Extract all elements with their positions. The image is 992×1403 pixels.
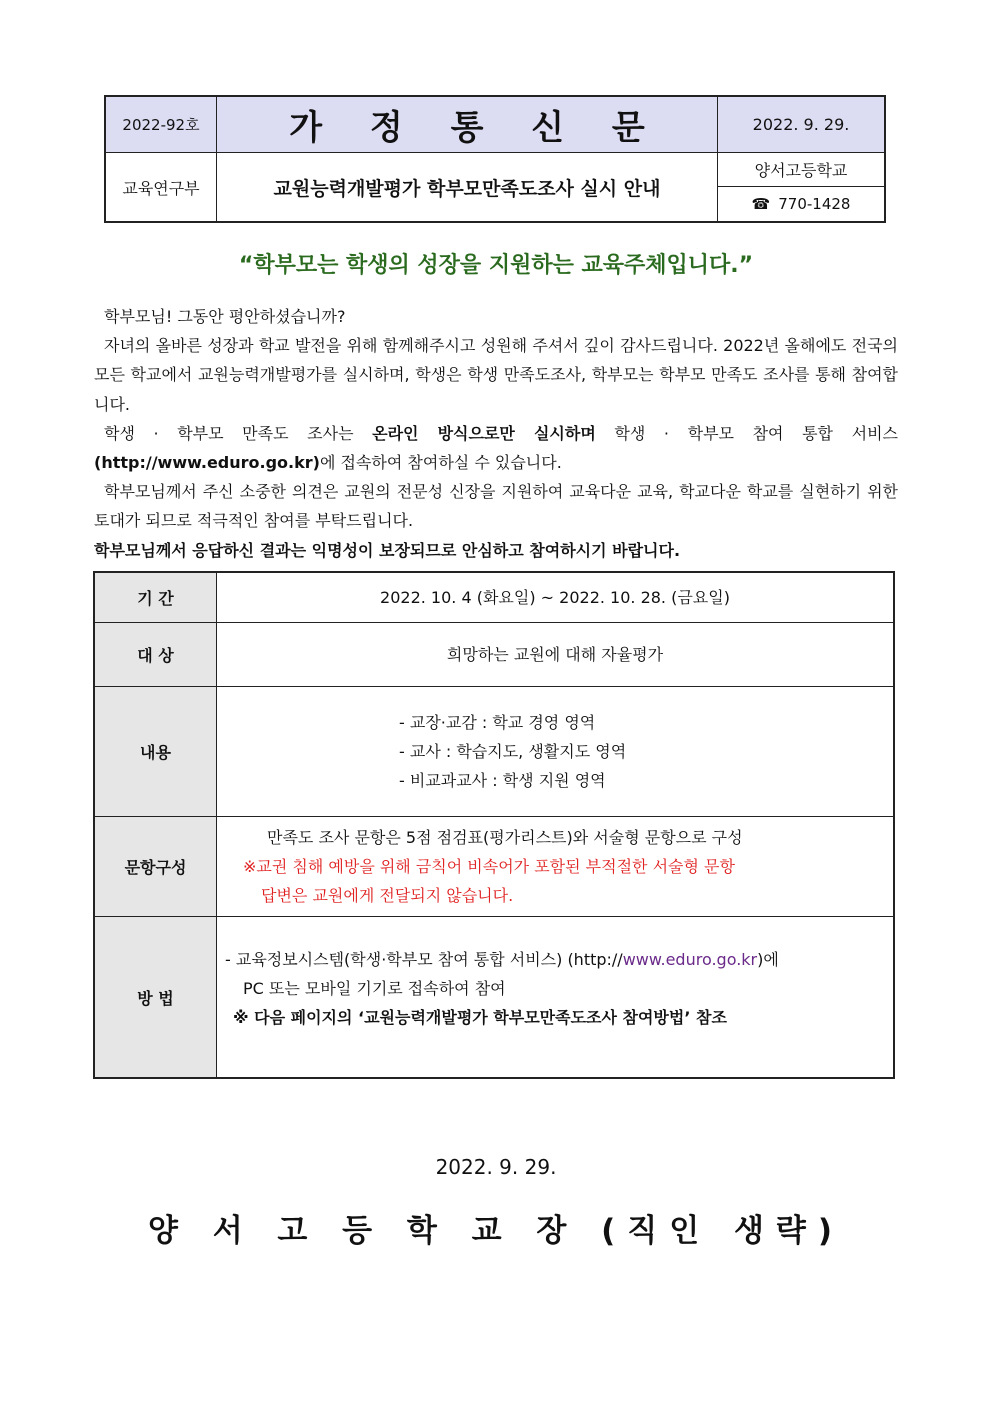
period-value: 2022. 10. 4 (화요일) ~ 2022. 10. 28. (금요일) xyxy=(380,588,730,607)
phone-number-cell xyxy=(718,187,884,221)
items-row xyxy=(95,817,893,917)
method-line-2: PC 또는 모바일 기기로 접속하여 참여 xyxy=(243,978,506,998)
target-label: 대 상 xyxy=(95,623,217,686)
items-warning-cont: 답변은 교원에게 전달되지 않습니다. xyxy=(261,886,514,905)
period-row xyxy=(95,573,893,623)
content-item: - 비교과교사 : 학생 지원 영역 xyxy=(399,771,606,790)
method-label: 방 법 xyxy=(95,917,217,1077)
anonymity-notice-text: 학부모님께서 응답하신 결과는 익명성이 보장되므로 안심하고 참여하시기 바랍니다. xyxy=(94,540,681,560)
method-text-1: 학생 · 학부모 만족도 조사는 xyxy=(104,423,373,443)
issue-date: 2022. 9. 29. xyxy=(718,97,884,153)
items-label: 문항구성 xyxy=(95,817,217,916)
method-line-1-text: - 교육정보시스템(학생·학부모 참여 통합 서비스) (http:// xyxy=(225,949,623,969)
letter-title: 가 정 통 신 문 xyxy=(217,97,718,153)
method-line-1-end: )에 xyxy=(757,949,779,969)
items-description: 만족도 조사 문항은 5점 점검표(평가리스트)와 서술형 문항으로 구성 xyxy=(267,828,743,847)
method-paragraph xyxy=(94,419,898,477)
telephone-icon: ☎ xyxy=(751,195,771,213)
target-value: 희망하는 교원에 대해 자율평가 xyxy=(446,645,664,664)
school-name: 양서고등학교 xyxy=(718,153,884,187)
method-line-1 xyxy=(225,945,893,974)
slogan: “학부모는 학생의 성장을 지원하는 교육주체입니다.” xyxy=(238,253,754,278)
greeting-paragraph: 학부모님! 그동안 평안하셨습니까? xyxy=(104,307,346,326)
eduro-url-link[interactable]: www.eduro.go.kr xyxy=(622,949,758,969)
method-reference-note: ※ 다음 페이지의 ‘교원능력개발평가 학부모만족도조사 참여방법’ 참조 xyxy=(233,1007,727,1027)
letter-header-table xyxy=(104,95,886,223)
eduro-link[interactable]: (http://www.eduro.go.kr) xyxy=(94,453,320,473)
method-value xyxy=(217,917,893,1077)
method-emphasis: 온라인 방식으로만 실시하며 xyxy=(372,423,596,443)
phone-number: 770-1428 xyxy=(778,195,851,213)
method-text-2: 학생 · 학부모 참여 통합 서비스 xyxy=(595,423,898,443)
content-item: - 교사 : 학습지도, 생활지도 영역 xyxy=(399,742,627,761)
issue-number: 2022-92호 xyxy=(106,97,217,153)
method-row xyxy=(95,917,893,1077)
letter-body xyxy=(94,302,898,565)
target-row xyxy=(95,623,893,687)
content-row xyxy=(95,687,893,817)
items-warning: ※교권 침해 예방을 위해 금칙어 비속어가 포함된 부적절한 서술형 문항 xyxy=(243,857,735,876)
content-list xyxy=(217,687,893,816)
department: 교육연구부 xyxy=(106,153,217,221)
method-text-3: 에 접속하여 참여하실 수 있습니다. xyxy=(319,453,562,473)
content-label: 내용 xyxy=(95,687,217,816)
thanks-paragraph: 자녀의 올바른 성장과 학교 발전을 위해 함께해주시고 성원해 주셔서 깊이 감사드립니다. 2022년 올해에도 전국의 모든 학교에서 교원능력개발평가를 실시하며, 학생은 학생 만족도조사, 학부모는 학부모 만족도 조사를 통해 참여합니다. xyxy=(94,336,898,414)
letter-subject: 교원능력개발평가 학부모만족도조사 실시 안내 xyxy=(217,153,718,221)
principal-signature: 양 서 고 등 학 교 장 (직인 생략) xyxy=(147,1213,845,1249)
items-value xyxy=(217,817,893,916)
content-item: - 교장·교감 : 학교 경영 영역 xyxy=(399,713,596,732)
anonymity-notice xyxy=(94,536,898,565)
footer-date: 2022. 9. 29. xyxy=(435,1155,557,1179)
period-label: 기 간 xyxy=(95,573,217,622)
request-paragraph: 학부모님께서 주신 소중한 의견은 교원의 전문성 신장을 지원하여 교육다운 교육, 학교다운 학교를 실현하기 위한 토대가 되므로 적극적인 참여를 부탁드립니다. xyxy=(94,482,898,531)
survey-info-table xyxy=(93,571,895,1079)
